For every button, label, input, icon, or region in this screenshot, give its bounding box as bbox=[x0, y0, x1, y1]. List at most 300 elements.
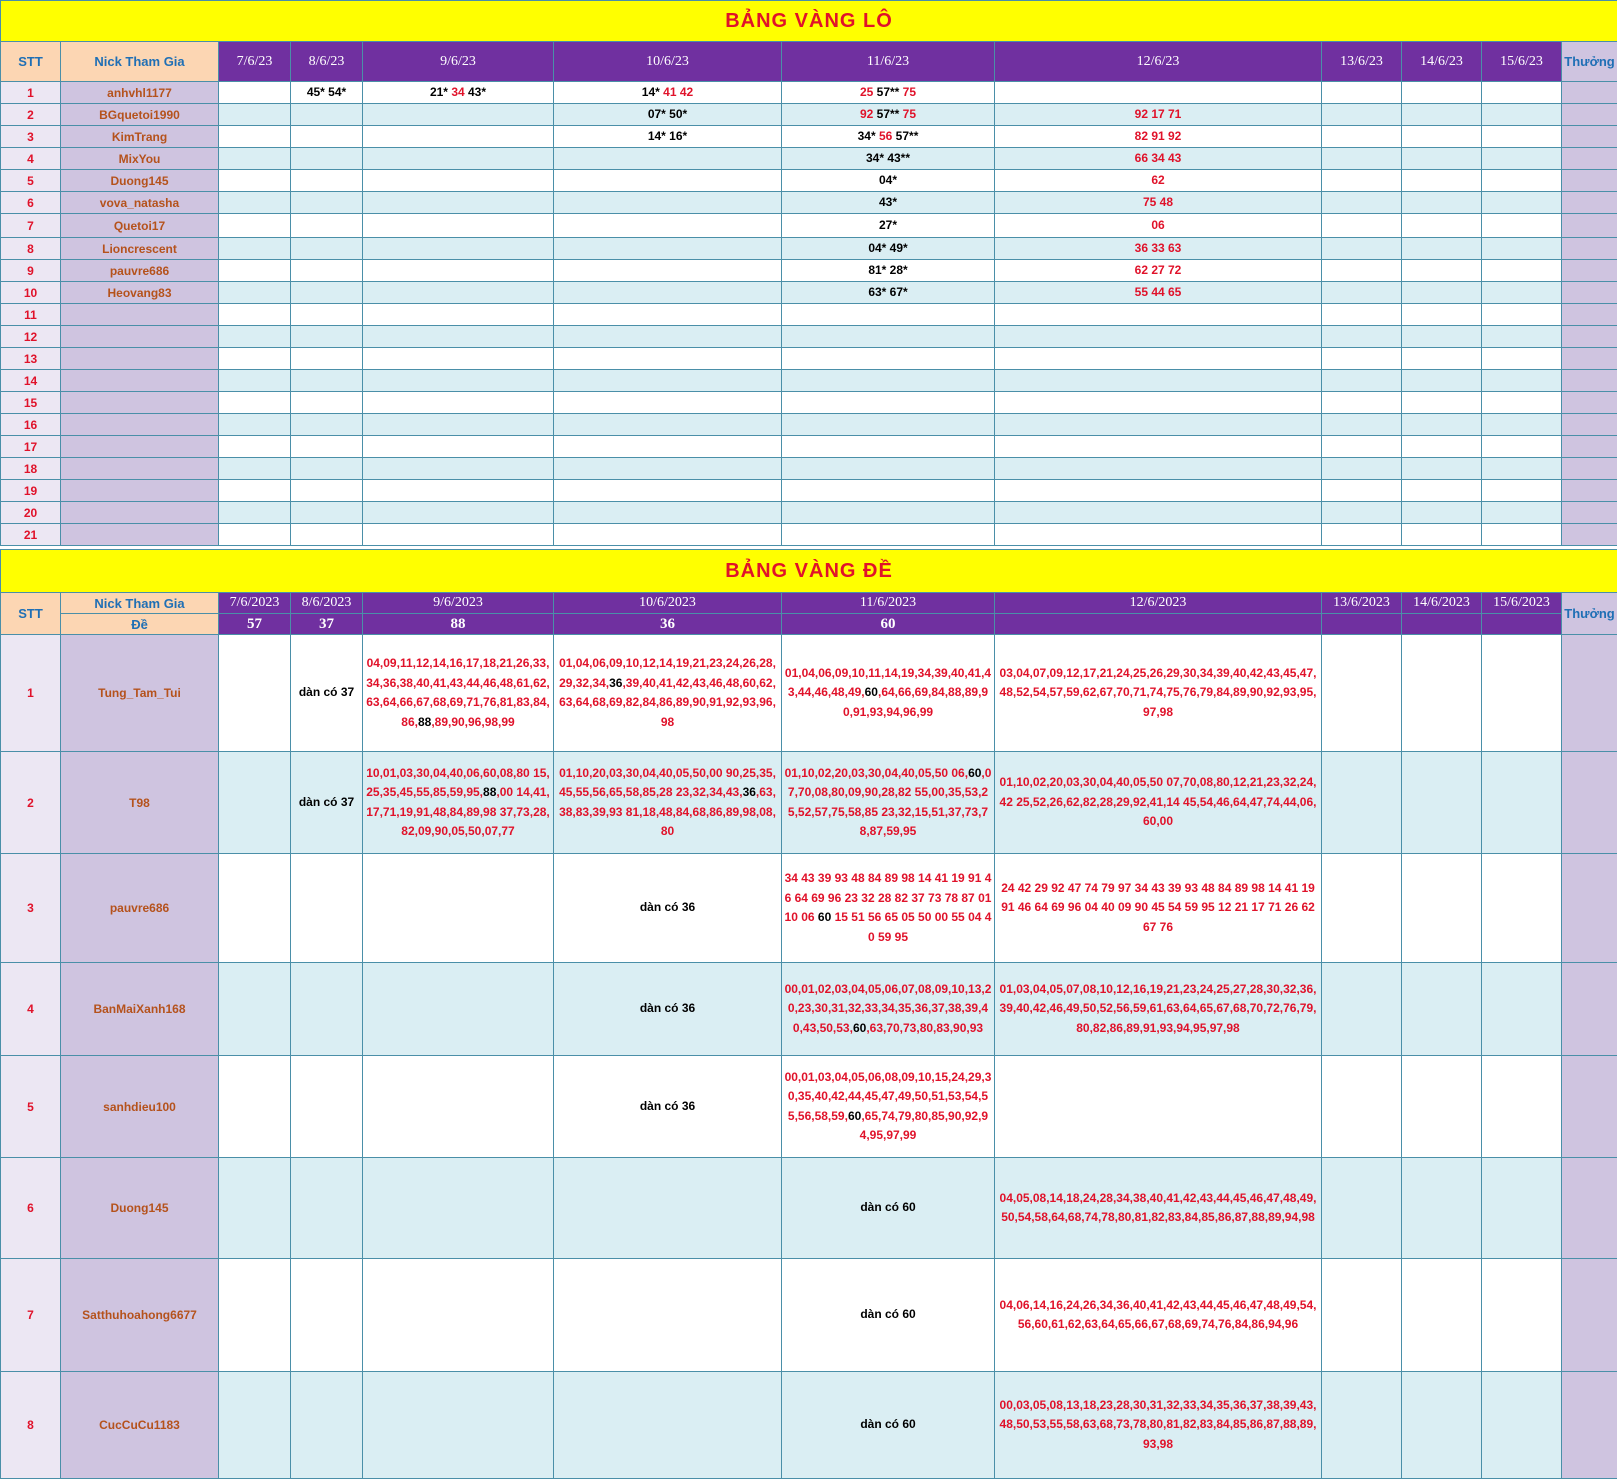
row-thuong bbox=[1562, 458, 1617, 480]
row-cell bbox=[363, 370, 554, 392]
row-cell bbox=[219, 436, 291, 458]
row-thuong bbox=[1562, 502, 1617, 524]
row-cell bbox=[1482, 260, 1562, 282]
row-cell bbox=[1402, 148, 1482, 170]
de-result bbox=[1402, 614, 1482, 635]
row-cell bbox=[1322, 414, 1402, 436]
row-thuong bbox=[1562, 524, 1617, 546]
row-cell bbox=[219, 126, 291, 148]
row-stt: 16 bbox=[1, 414, 61, 436]
row-cell bbox=[1482, 126, 1562, 148]
lo-table-row bbox=[1, 370, 1617, 392]
cell-text: 25 bbox=[859, 85, 874, 99]
row-cell bbox=[554, 502, 782, 524]
cell-text: 34* 43** bbox=[865, 151, 911, 165]
cell-text: 10,01,03,30,04,40,06,60,08,80 15,25,35,45,55,85,59,95, bbox=[366, 765, 550, 799]
row-cell bbox=[995, 126, 1322, 148]
row-cell bbox=[291, 1056, 363, 1158]
cell-text: 88 bbox=[483, 785, 497, 799]
row-cell bbox=[554, 192, 782, 214]
row-thuong bbox=[1562, 304, 1617, 326]
lo-header-nick: Nick Tham Gia bbox=[61, 42, 219, 82]
row-stt: 9 bbox=[1, 260, 61, 282]
row-cell bbox=[554, 392, 782, 414]
lo-header-date: 11/6/23 bbox=[782, 42, 995, 82]
cell-text: 82 91 92 bbox=[1134, 129, 1182, 143]
row-cell bbox=[1322, 260, 1402, 282]
row-cell bbox=[1402, 414, 1482, 436]
row-cell bbox=[782, 260, 995, 282]
de-result: 57 bbox=[219, 614, 291, 635]
row-cell bbox=[782, 326, 995, 348]
row-nick: BanMaiXanh168 bbox=[61, 963, 219, 1056]
cell-text: 14* 16* bbox=[647, 129, 688, 143]
row-cell bbox=[1482, 524, 1562, 546]
row-cell bbox=[554, 104, 782, 126]
row-cell bbox=[219, 326, 291, 348]
lo-table-row bbox=[1, 524, 1617, 546]
lo-table-row bbox=[1, 282, 1617, 304]
row-cell bbox=[1402, 480, 1482, 502]
row-cell bbox=[995, 170, 1322, 192]
row-stt: 3 bbox=[1, 854, 61, 963]
row-nick: T98 bbox=[61, 752, 219, 854]
cell-text: 92 17 71 bbox=[1134, 107, 1182, 121]
row-cell bbox=[1482, 370, 1562, 392]
de-table bbox=[0, 549, 1617, 1479]
row-cell bbox=[995, 238, 1322, 260]
lo-table-row bbox=[1, 480, 1617, 502]
row-cell bbox=[219, 282, 291, 304]
row-cell bbox=[995, 282, 1322, 304]
row-nick bbox=[61, 502, 219, 524]
cell-text: 15 51 56 65 05 50 00 55 04 40 59 95 bbox=[831, 910, 992, 944]
row-cell bbox=[1482, 348, 1562, 370]
row-cell bbox=[554, 170, 782, 192]
row-cell bbox=[554, 126, 782, 148]
row-cell bbox=[1322, 192, 1402, 214]
row-cell bbox=[1402, 348, 1482, 370]
row-cell bbox=[995, 348, 1322, 370]
row-cell bbox=[554, 524, 782, 546]
row-cell bbox=[782, 348, 995, 370]
lo-table-row bbox=[1, 104, 1617, 126]
de-table-row bbox=[1, 1056, 1617, 1158]
row-cell bbox=[291, 170, 363, 192]
row-cell bbox=[219, 82, 291, 104]
lo-table-row bbox=[1, 148, 1617, 170]
row-stt: 17 bbox=[1, 436, 61, 458]
row-stt: 5 bbox=[1, 170, 61, 192]
row-cell bbox=[291, 1158, 363, 1259]
cell-text: 60 bbox=[847, 1108, 862, 1123]
row-cell bbox=[1402, 192, 1482, 214]
row-cell bbox=[782, 1158, 995, 1259]
row-thuong bbox=[1562, 282, 1617, 304]
de-result bbox=[995, 614, 1322, 635]
row-cell bbox=[782, 752, 995, 854]
row-cell bbox=[782, 963, 995, 1056]
row-cell bbox=[363, 1259, 554, 1372]
row-cell bbox=[995, 304, 1322, 326]
row-cell bbox=[782, 458, 995, 480]
cell-text: ,63,38,83,39,93 81,18,48,84,68,86,89,98,08,80 bbox=[559, 785, 776, 838]
row-thuong bbox=[1562, 170, 1617, 192]
row-cell bbox=[363, 104, 554, 126]
cell-text: 88 bbox=[417, 714, 432, 729]
row-cell bbox=[1402, 238, 1482, 260]
row-cell bbox=[1402, 458, 1482, 480]
row-stt: 5 bbox=[1, 1056, 61, 1158]
row-stt: 14 bbox=[1, 370, 61, 392]
row-stt: 6 bbox=[1, 192, 61, 214]
lo-table-row bbox=[1, 414, 1617, 436]
row-nick: Tung_Tam_Tui bbox=[61, 635, 219, 752]
row-cell bbox=[1322, 752, 1402, 854]
row-cell bbox=[1482, 458, 1562, 480]
cell-text: 60 bbox=[864, 685, 878, 700]
cell-text: ,89,90,96,98,99 bbox=[431, 714, 515, 729]
row-thuong bbox=[1562, 326, 1617, 348]
row-nick bbox=[61, 392, 219, 414]
de-table-row bbox=[1, 752, 1617, 854]
row-nick bbox=[61, 436, 219, 458]
lo-table-row bbox=[1, 260, 1617, 282]
row-cell bbox=[1402, 170, 1482, 192]
de-header-date: 9/6/2023 bbox=[363, 593, 554, 614]
row-nick bbox=[61, 480, 219, 502]
lo-table-row bbox=[1, 238, 1617, 260]
row-cell bbox=[363, 752, 554, 854]
row-cell bbox=[1322, 436, 1402, 458]
row-cell bbox=[782, 192, 995, 214]
row-nick: pauvre686 bbox=[61, 854, 219, 963]
row-cell bbox=[1322, 635, 1402, 752]
row-cell bbox=[219, 1372, 291, 1479]
row-cell bbox=[219, 635, 291, 752]
row-cell bbox=[219, 304, 291, 326]
de-header-date: 15/6/2023 bbox=[1482, 593, 1562, 614]
cell-text: 36 33 63 bbox=[1134, 241, 1182, 255]
row-cell bbox=[782, 854, 995, 963]
row-thuong bbox=[1562, 192, 1617, 214]
row-cell bbox=[554, 414, 782, 436]
lo-table-row bbox=[1, 304, 1617, 326]
row-cell bbox=[995, 502, 1322, 524]
row-cell bbox=[363, 326, 554, 348]
row-thuong bbox=[1562, 1158, 1617, 1259]
cell-text: dàn có 37 bbox=[298, 794, 355, 809]
row-cell bbox=[219, 148, 291, 170]
row-thuong bbox=[1562, 854, 1617, 963]
row-cell bbox=[1402, 214, 1482, 238]
row-cell bbox=[1402, 304, 1482, 326]
row-thuong bbox=[1562, 126, 1617, 148]
row-stt: 12 bbox=[1, 326, 61, 348]
row-cell bbox=[1482, 192, 1562, 214]
row-cell bbox=[1482, 170, 1562, 192]
row-cell bbox=[995, 480, 1322, 502]
row-cell bbox=[291, 392, 363, 414]
de-table-row bbox=[1, 635, 1617, 752]
cell-text: 75 bbox=[902, 85, 917, 99]
row-cell bbox=[291, 304, 363, 326]
row-cell bbox=[219, 104, 291, 126]
row-cell bbox=[995, 1158, 1322, 1259]
row-cell bbox=[554, 214, 782, 238]
row-cell bbox=[363, 854, 554, 963]
row-thuong bbox=[1562, 148, 1617, 170]
row-cell bbox=[1482, 480, 1562, 502]
row-nick: Quetoi17 bbox=[61, 214, 219, 238]
row-cell bbox=[1322, 82, 1402, 104]
de-result: 60 bbox=[782, 614, 995, 635]
row-cell bbox=[1402, 963, 1482, 1056]
row-stt: 21 bbox=[1, 524, 61, 546]
cell-text: 01,10,02,20,03,30,04,40,05,50 06, bbox=[784, 765, 969, 780]
row-cell bbox=[291, 414, 363, 436]
row-cell bbox=[363, 170, 554, 192]
cell-text: 43* bbox=[878, 195, 898, 209]
row-thuong bbox=[1562, 1056, 1617, 1158]
row-cell bbox=[782, 148, 995, 170]
row-cell bbox=[554, 963, 782, 1056]
cell-text: 60 bbox=[968, 765, 982, 780]
row-cell bbox=[554, 348, 782, 370]
cell-text: 60 bbox=[817, 910, 832, 924]
cell-text: 01,04,06,09,10,11,14,19,34,39,40,41,43,44,46,48,49, bbox=[784, 665, 992, 700]
row-cell bbox=[782, 82, 995, 104]
de-header-date: 13/6/2023 bbox=[1322, 593, 1402, 614]
row-cell bbox=[1482, 214, 1562, 238]
row-nick: Heovang83 bbox=[61, 282, 219, 304]
cell-text: 34 43 39 93 48 84 89 98 14 41 19 91 46 64 69 96 23 32 28 82 37 73 78 87 01 10 06 bbox=[784, 871, 992, 924]
row-cell bbox=[1322, 1158, 1402, 1259]
de-header-date: 7/6/2023 bbox=[219, 593, 291, 614]
cell-text: 41 42 bbox=[663, 85, 694, 99]
row-cell bbox=[554, 238, 782, 260]
row-nick bbox=[61, 458, 219, 480]
lo-table-row bbox=[1, 192, 1617, 214]
row-cell bbox=[782, 1372, 995, 1479]
row-thuong bbox=[1562, 635, 1617, 752]
row-cell bbox=[995, 458, 1322, 480]
row-cell bbox=[554, 1158, 782, 1259]
row-cell bbox=[782, 304, 995, 326]
row-nick bbox=[61, 414, 219, 436]
row-cell bbox=[1322, 392, 1402, 414]
cell-text: dàn có 36 bbox=[639, 1001, 696, 1016]
row-thuong bbox=[1562, 260, 1617, 282]
row-cell bbox=[363, 502, 554, 524]
row-cell bbox=[1402, 370, 1482, 392]
row-cell bbox=[219, 480, 291, 502]
row-cell bbox=[363, 238, 554, 260]
row-cell bbox=[554, 752, 782, 854]
row-nick bbox=[61, 348, 219, 370]
row-cell bbox=[554, 326, 782, 348]
cell-text: 57** bbox=[892, 129, 919, 143]
row-cell bbox=[554, 1056, 782, 1158]
lo-table-row bbox=[1, 126, 1617, 148]
row-cell bbox=[554, 854, 782, 963]
de-header-nick: Nick Tham Gia bbox=[61, 593, 219, 614]
row-cell bbox=[363, 458, 554, 480]
row-cell bbox=[1402, 635, 1482, 752]
row-cell bbox=[1482, 1372, 1562, 1479]
row-cell bbox=[1402, 1056, 1482, 1158]
row-cell bbox=[1482, 854, 1562, 963]
row-stt: 2 bbox=[1, 752, 61, 854]
lo-table bbox=[0, 0, 1617, 546]
row-cell bbox=[1322, 304, 1402, 326]
row-cell bbox=[1482, 392, 1562, 414]
row-cell bbox=[1322, 480, 1402, 502]
row-thuong bbox=[1562, 104, 1617, 126]
row-cell bbox=[995, 963, 1322, 1056]
cell-text: 04,06,14,16,24,26,34,36,40,41,42,43,44,45,46,47,48,49,54,56,60,61,62,63,64,65,66,67,68,69,74,76,84,86,94,96 bbox=[999, 1297, 1317, 1331]
row-cell bbox=[554, 282, 782, 304]
row-cell bbox=[1322, 282, 1402, 304]
row-cell bbox=[291, 635, 363, 752]
de-result: 36 bbox=[554, 614, 782, 635]
row-cell bbox=[1322, 963, 1402, 1056]
row-cell bbox=[1482, 82, 1562, 104]
row-cell bbox=[782, 524, 995, 546]
de-header-stt: STT bbox=[1, 593, 61, 635]
row-cell bbox=[1322, 1056, 1402, 1158]
cell-text: 66 34 43 bbox=[1134, 151, 1182, 165]
cell-text: ,65,74,79,80,85,90,92,94,95,97,99 bbox=[859, 1108, 989, 1142]
row-cell bbox=[782, 480, 995, 502]
row-thuong bbox=[1562, 480, 1617, 502]
row-nick: Satthuhoahong6677 bbox=[61, 1259, 219, 1372]
row-stt: 20 bbox=[1, 502, 61, 524]
row-thuong bbox=[1562, 82, 1617, 104]
row-cell bbox=[291, 326, 363, 348]
cell-text: ,00 14,41,17,71,19,91,48,84,89,98 37,73,28,82,09,90,05,50,07,77 bbox=[366, 785, 550, 838]
row-cell bbox=[291, 854, 363, 963]
lo-header-stt: STT bbox=[1, 42, 61, 82]
cell-text: 04,05,08,14,18,24,28,34,38,40,41,42,43,44,45,46,47,48,49,50,54,58,64,68,74,78,80,81,82,83,84,85,86,87,88,89,94,98 bbox=[999, 1190, 1317, 1224]
cell-text: 45* 54* bbox=[306, 85, 347, 99]
row-stt: 13 bbox=[1, 348, 61, 370]
lo-table-row bbox=[1, 458, 1617, 480]
row-cell bbox=[1322, 126, 1402, 148]
row-cell bbox=[782, 282, 995, 304]
lo-header-date: 14/6/23 bbox=[1402, 42, 1482, 82]
de-table-row bbox=[1, 1158, 1617, 1259]
row-cell bbox=[291, 82, 363, 104]
row-cell bbox=[291, 502, 363, 524]
cell-text: 36 bbox=[609, 675, 623, 690]
row-cell bbox=[363, 282, 554, 304]
row-cell bbox=[219, 854, 291, 963]
cell-text: dàn có 60 bbox=[860, 1307, 916, 1322]
row-cell bbox=[995, 104, 1322, 126]
row-cell bbox=[363, 304, 554, 326]
row-cell bbox=[995, 854, 1322, 963]
cell-text: 75 bbox=[902, 107, 917, 121]
row-cell bbox=[219, 502, 291, 524]
row-cell bbox=[219, 370, 291, 392]
row-cell bbox=[291, 370, 363, 392]
cell-text: 60 bbox=[852, 1020, 867, 1035]
cell-text: ,63,70,73,80,83,90,93 bbox=[866, 1020, 984, 1035]
row-nick bbox=[61, 370, 219, 392]
row-cell bbox=[782, 502, 995, 524]
row-nick bbox=[61, 524, 219, 546]
row-cell bbox=[1482, 635, 1562, 752]
de-table-row bbox=[1, 1372, 1617, 1479]
lo-header-date: 15/6/23 bbox=[1482, 42, 1562, 82]
de-header-date: 14/6/2023 bbox=[1402, 593, 1482, 614]
row-cell bbox=[1322, 238, 1402, 260]
row-cell bbox=[363, 1372, 554, 1479]
row-cell bbox=[1402, 854, 1482, 963]
row-cell bbox=[554, 1259, 782, 1372]
row-cell bbox=[291, 436, 363, 458]
cell-text: 36 bbox=[742, 785, 756, 799]
de-header-thuong: Thưởng bbox=[1562, 593, 1617, 635]
row-cell bbox=[1322, 170, 1402, 192]
row-stt: 10 bbox=[1, 282, 61, 304]
row-cell bbox=[1482, 436, 1562, 458]
row-cell bbox=[995, 1056, 1322, 1158]
row-cell bbox=[219, 1158, 291, 1259]
row-thuong bbox=[1562, 370, 1617, 392]
row-cell bbox=[554, 148, 782, 170]
cell-text: 21* bbox=[429, 85, 452, 99]
row-cell bbox=[995, 82, 1322, 104]
row-nick: Duong145 bbox=[61, 1158, 219, 1259]
row-cell bbox=[1402, 502, 1482, 524]
cell-text: 57** bbox=[873, 107, 903, 121]
row-cell bbox=[782, 436, 995, 458]
cell-text: 01,10,20,03,30,04,40,05,50,00 90,25,35,45,55,56,65,58,85,28 23,32,34,43, bbox=[559, 765, 776, 799]
row-cell bbox=[1482, 1056, 1562, 1158]
row-nick: KimTrang bbox=[61, 126, 219, 148]
de-result: 88 bbox=[363, 614, 554, 635]
de-header-date: 8/6/2023 bbox=[291, 593, 363, 614]
row-nick: Lioncrescent bbox=[61, 238, 219, 260]
row-cell bbox=[782, 392, 995, 414]
row-cell bbox=[1482, 148, 1562, 170]
row-cell bbox=[1482, 104, 1562, 126]
row-cell bbox=[219, 1056, 291, 1158]
row-cell bbox=[1322, 370, 1402, 392]
cell-text: 75 48 bbox=[1142, 195, 1174, 209]
lo-header-date: 10/6/23 bbox=[554, 42, 782, 82]
row-cell bbox=[363, 524, 554, 546]
row-cell bbox=[219, 260, 291, 282]
row-cell bbox=[363, 348, 554, 370]
row-cell bbox=[995, 635, 1322, 752]
row-stt: 11 bbox=[1, 304, 61, 326]
row-cell bbox=[219, 458, 291, 480]
row-cell bbox=[1402, 752, 1482, 854]
cell-text: 00,01,02,03,04,05,06,07,08,09,10,13,20,23,30,31,32,33,34,35,36,37,38,39,40,43,50,53, bbox=[784, 981, 992, 1035]
row-cell bbox=[291, 1372, 363, 1479]
row-cell bbox=[995, 524, 1322, 546]
row-cell bbox=[1482, 304, 1562, 326]
row-cell bbox=[363, 82, 554, 104]
row-cell bbox=[554, 480, 782, 502]
cell-text: 43* bbox=[464, 85, 487, 99]
row-cell bbox=[782, 214, 995, 238]
lo-body bbox=[1, 82, 1617, 546]
row-cell bbox=[995, 326, 1322, 348]
